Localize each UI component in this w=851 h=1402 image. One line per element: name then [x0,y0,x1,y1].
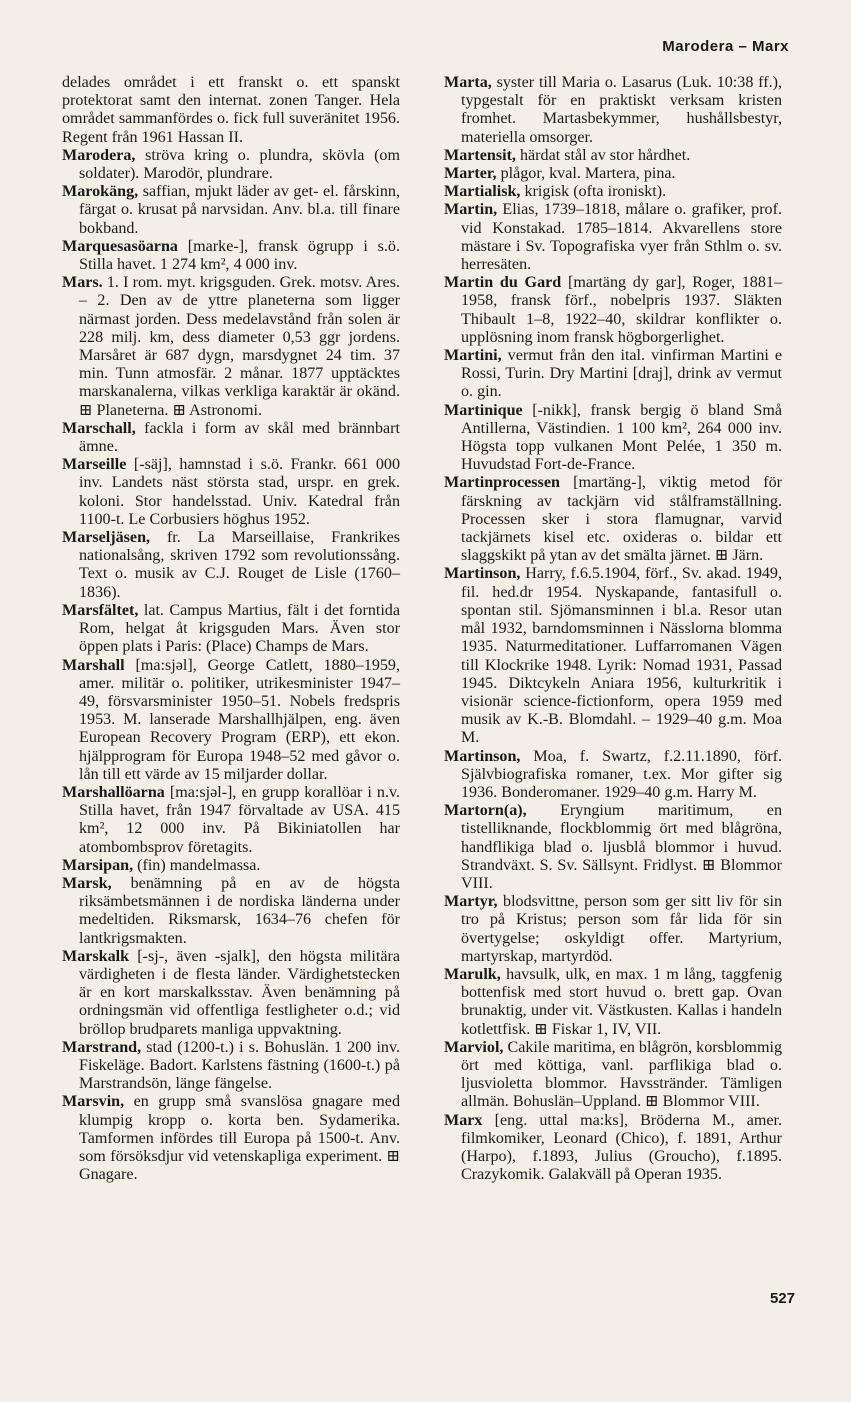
entry-headword: Marviol, [444,1038,504,1056]
entry-headword: Marsipan, [62,856,134,874]
dictionary-entry [444,802,782,893]
entry-text: 1. I rom. myt. krigsguden. Grek. motsv. Ares. – 2. Den av de yttre planeterna som ligger närmast jorden. Dess medelavstånd från solen är 228 milj. km, dess diameter 0,53 ggr jordens. Marsåret är 687 dygn, marsdygnet 24 tim. 37 min. Tunn atmosfär. 2 månar. 1877 upptäcktes marskanalerna, vilkas verkliga karaktär är okänd. ⊞ Planeterna. ⊞ Astronomi. [79,274,400,419]
entry-text: en grupp små svanslösa gnagare med klumpig kropp o. korta ben. Sydamerika. Tamformen infördes till Europa på 1500-t. Anv. som försöksdjur vid vetenskapliga experiment. ⊞ Gnagare. [79,1093,400,1184]
dictionary-entry [62,1093,400,1184]
entry-headword: Martinson, [444,747,521,765]
entry-headword: Martinique [444,401,523,419]
entry-text: syster till Maria o. Lasarus (Luk. 10:38 ff.), typgestalt för en praktiskt verksam kristen fromhet. Martasbekymmer, hushållsbestyr, materiella omsorger. [461,74,782,146]
dictionary-entry [444,565,782,747]
dictionary-entry [62,183,400,238]
dictionary-entry [62,1039,400,1094]
entry-headword: Marter, [444,165,497,183]
entry-headword: Martinprocessen [444,474,560,492]
dictionary-entry [444,274,782,347]
dictionary-entry [444,748,782,803]
dictionary-entry [62,74,400,147]
entry-headword: Martorn(a), [444,802,527,820]
entry-headword: Marskalk [62,947,130,965]
dictionary-entry [62,529,400,602]
entry-headword: Marokäng, [62,183,139,201]
entry-text: [eng. uttal ma:ks], Bröderna M., amer. filmkomiker, Leonard (Chico), f. 1891, Arthur (Harpo), f.1893, Julius (Groucho), f.1895. Crazykomik. Galakväll på Operan 1935. [461,1111,782,1184]
dictionary-entry [444,1039,782,1112]
dictionary-entry [444,147,782,165]
entry-text: [martäng-], viktig metod för färskning av tackjärn vid stålframställning. Processen sker i stora flamugnar, varvid tackjärnets kisel etc. oxideras o. bildar ett slaggskikt på ytan av det smälta järnet. ⊞ Järn. [461,474,782,565]
dictionary-entry [444,402,782,475]
entry-text: Eryngium maritimum, en tistelliknande, flockblommig ört med blågröna, handflikiga blad o. ljusblå blommor i huvud. Strandväxt. S. Sv. Sällsynt. Fridlyst. ⊞ Blommor VIII. [461,802,782,892]
entry-headword: Mars. [62,274,103,292]
entry-text: [-nikk], fransk bergig ö bland Små Antillerna, Västindien. 1 100 km², 264 000 inv. Högsta topp vulkanen Mont Pelée, 1 350 m. Huvudstad Fort-de-France. [461,401,782,474]
entry-headword: Marshall [62,656,125,674]
left-column [62,74,400,1184]
entry-text: Harry, f.6.5.1904, förf., Sv. akad. 1949, fil. hed.dr 1954. Nyskapande, fantasifull o. spontan stil. Sjömansminnen i bl.a. Resor utan mål 1932, barndomsminnen i Nässlorna blomma 1935. Naturmeditationer. Luffarromanen Vägen till Klockrike 1948. Lyrik: Nomad 1931, Passad 1945. Diktcykeln Aniara 1956, kulturkritik i visionär science-fictionform, opera 1959 med musik av K.-B. Blomdahl. – 1929–40 g.m. Moa M. [461,565,782,747]
entry-headword: Marulk, [444,965,501,983]
entry-text: härdat stål av stor hårdhet. [515,146,691,164]
dictionary-entry [444,183,782,201]
entry-headword: Martin du Gard [444,274,562,292]
entry-headword: Marstrand, [62,1038,142,1056]
dictionary-entry [444,474,782,565]
entry-headword: Marquesasöarna [62,237,178,255]
dictionary-entry [444,74,782,147]
entry-headword: Marseille [62,456,127,474]
entry-text: [marke-], fransk ögrupp i s.ö. Stilla havet. 1 274 km², 4 000 inv. [79,237,400,274]
entry-text: delades området i ett franskt o. ett spanskt protektorat samt den internat. zonen Tanger. Hela området sammanfördes o. fick full suveränitet 1956. Regent från 1961 Hassan II. [62,74,400,146]
entry-text: fackla i form av skål med brännbart ämne. [79,419,400,456]
running-header: Marodera – Marx [662,38,789,55]
entry-headword: Marodera, [62,146,136,164]
entry-text: [ma:sjəl], George Catlett, 1880–1959, amer. militär o. politiker, utrikesminister 1947–49, försvarsminister 1950–51. Nobels fredspris 1953. M. lanserade Marshallhjälpen, eng. även European Recovery Program (ERP), ett ekon. hjälpprogram för Europa 1948–52 med gåvor o. lån till ett värde av 15 miljarder dollar. [79,656,400,783]
page-number: 527 [769,1290,795,1307]
entry-headword: Marshallöarna [62,783,165,801]
dictionary-entry [62,857,400,875]
entry-text: [ma:sjəl-], en grupp korallöar i n.v. Stilla havet, från 1947 förvaltade av USA. 415 km², 12 000 inv. På Bikiniatollen har atombombsprov företagits. [79,783,400,856]
dictionary-entry [62,456,400,529]
entry-headword: Martialisk, [444,183,521,201]
entry-text: ströva kring o. plundra, skövla (om soldater). Marodör, plundrare. [79,146,400,183]
entry-text: Cakile maritima, en blågrön, korsblommig ört med köttiga, vanl. parflikiga blad o. ljusvioletta blommor. Havsstränder. Tämligen allmän. Bohuslän–Uppland. ⊞ Blommor VIII. [461,1038,782,1111]
entry-text: [martäng dy gar], Roger, 1881–1958, fransk förf., nobelpris 1937. Släkten Thibault 1–8, 1922–40, skildrar konflikter o. upplösning inom fransk högborgerlighet. [461,274,782,346]
dictionary-entry [62,948,400,1039]
entry-text: lat. Campus Martius, fält i det forntida Rom, helgat åt krigsguden Mars. Även stor öppen plats i Paris: (Place) Champs de Mars. [79,601,400,656]
dictionary-entry [444,201,782,274]
entry-headword: Marseljäsen, [62,529,151,547]
entry-text: vermut från den ital. vinfirman Martini e Rossi, Turin. Dry Martini [draj], drink av vermut o. gin. [461,347,782,401]
dictionary-entry [444,347,782,402]
entry-headword: Marsfältet, [62,601,139,619]
entry-headword: Marsvin, [62,1093,125,1111]
dictionary-entry [62,274,400,420]
dictionary-entry [62,657,400,784]
entry-headword: Martyr, [444,893,498,911]
entry-headword: Martinson, [444,565,521,583]
entry-text: plågor, kval. Martera, pina. [496,165,676,183]
entry-text: fr. La Marseillaise, Frankrikes nationalsång, skriven 1792 som revolutionssång. Text o. musik av C.J. Rouget de Lisle (1760–1836). [79,529,400,601]
dictionary-entry [62,875,400,948]
dictionary-entry [62,602,400,657]
dictionary-entry [444,1112,782,1185]
entry-text: stad (1200-t.) i s. Bohuslän. 1 200 inv. Fiskeläge. Badort. Karlstens fästning (1600-t.) på Marstrandsön, länge fängelse. [79,1038,400,1093]
entry-headword: Marschall, [62,419,136,437]
entry-text: benämning på en av de högsta riksämbetsmännen i de nordiska länderna under medeltiden. Riksmarsk, 1634–76 chefen för lantkrigsmakten. [79,874,400,947]
dictionary-entry [444,893,782,966]
dictionary-entry [62,420,400,456]
entry-text: Moa, f. Swartz, f.2.11.1890, förf. Självbiografiska romaner, t.ex. Mor gifter sig 1936. Bonderomaner. 1929–40 g.m. Harry M. [461,747,782,801]
entry-text: [-sj-, även -sjalk], den högsta militära värdigheten i de flesta länder. Värdighetstecken är en kort marskalksstav. Även benämning på ordningsmän vid offentliga festligheter o.d.; vid bröllop brudparets manliga uppvaktning. [79,947,400,1038]
entry-text: [-säj], hamnstad i s.ö. Frankr. 661 000 inv. Landets näst största stad, urspr. en grek. koloni. Stor handelsstad. Univ. Katedral från 1100-t. Le Corbusiers höghus 1952. [79,456,400,528]
entry-headword: Marsk, [62,874,112,892]
entry-headword: Marta, [444,74,492,91]
entry-headword: Marx [444,1111,483,1129]
dictionary-entry [62,784,400,857]
dictionary-entry [444,165,782,183]
entry-text: saffian, mjukt läder av get- el. fårskinn, färgat o. krusat på narvsidan. Anv. bl.a. till finare bokband. [79,183,400,237]
right-column [444,74,782,1184]
entry-headword: Martensit, [444,146,516,164]
entry-text: blodsvittne, person som ger sitt liv för sin tro på Kristus; person som får lida för sin övertygelse; oskyldigt offer. Martyrium, martyrskap, martyrdöd. [461,893,782,965]
entry-headword: Martini, [444,347,502,365]
entry-headword: Martin, [444,201,498,219]
entry-text: (fin) mandelmassa. [133,856,261,874]
entry-text: Elias, 1739–1818, målare o. grafiker, prof. vid Konstakad. 1785–1814. Akvarellens store mästare i Sv. Topografiska vyer från Sthlm o. sv. herresäten. [461,201,782,274]
entry-text: krigisk (ofta ironiskt). [520,183,667,201]
dictionary-entry [444,966,782,1039]
dictionary-entry [62,238,400,274]
dictionary-entry [62,147,400,183]
entry-text: havsulk, ulk, en max. 1 m lång, taggfenig bottenfisk med stort huvud o. brett gap. Ovan brunaktig, under vit. Västkusten. Kallas i handeln kotlettfisk. ⊞ Fiskar 1, IV, VII. [461,965,782,1038]
